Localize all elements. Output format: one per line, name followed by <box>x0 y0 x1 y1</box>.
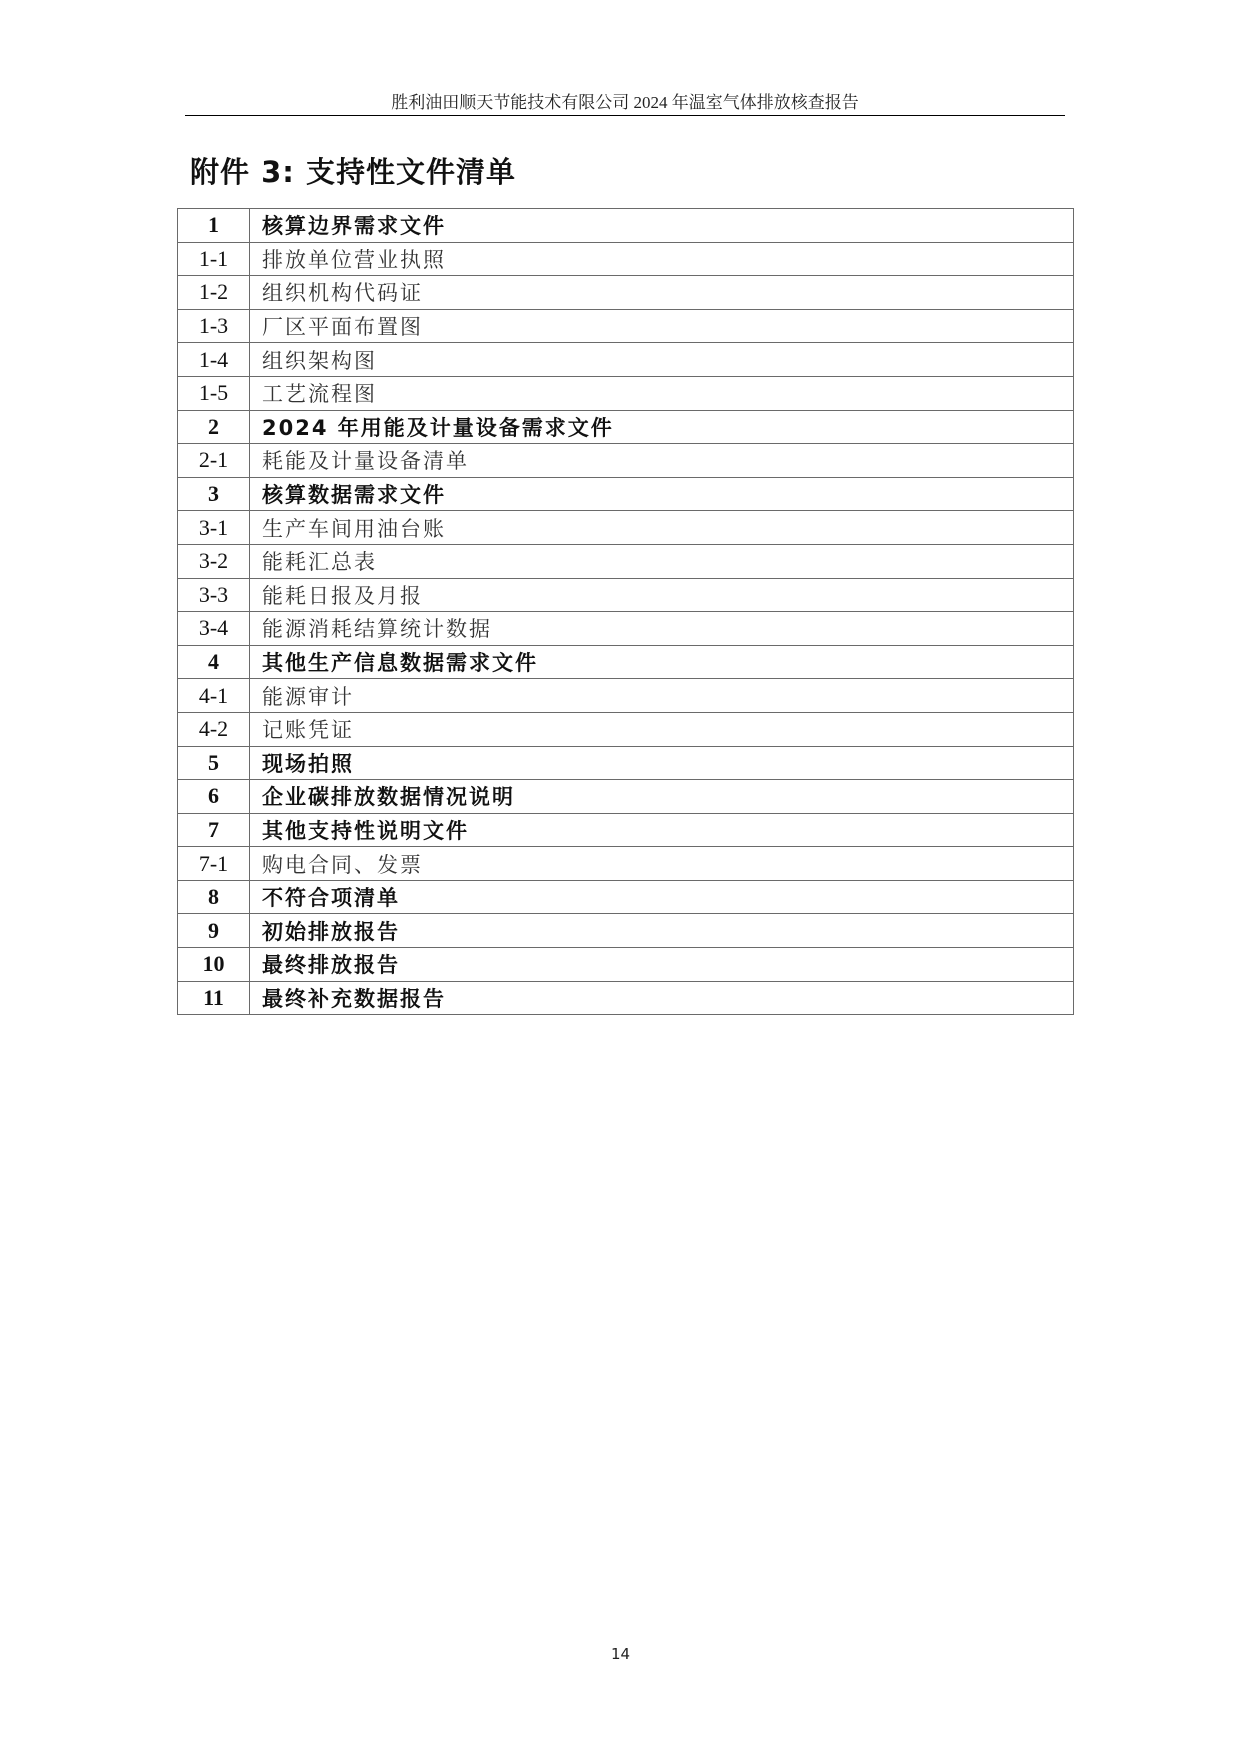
row-number: 3-4 <box>178 612 250 646</box>
row-document-name: 初始排放报告 <box>250 914 1074 948</box>
row-number: 1-5 <box>178 376 250 410</box>
row-document-name: 生产车间用油台账 <box>250 511 1074 545</box>
header-divider <box>185 115 1065 116</box>
row-number: 2 <box>178 410 250 444</box>
row-document-name: 组织架构图 <box>250 343 1074 377</box>
row-number: 3-2 <box>178 544 250 578</box>
table-row <box>178 209 1074 243</box>
table-row <box>178 746 1074 780</box>
row-document-name: 企业碳排放数据情况说明 <box>250 780 1074 814</box>
row-document-name: 核算边界需求文件 <box>250 209 1074 243</box>
row-number: 4-2 <box>178 712 250 746</box>
page-number: 14 <box>610 1645 631 1663</box>
attachment-title: 附件 3: 支持性文件清单 <box>190 155 516 189</box>
row-document-name: 能耗汇总表 <box>250 544 1074 578</box>
table-row <box>178 880 1074 914</box>
table-row <box>178 712 1074 746</box>
table-row <box>178 847 1074 881</box>
row-number: 1-2 <box>178 276 250 310</box>
row-number: 7 <box>178 813 250 847</box>
row-document-name: 工艺流程图 <box>250 376 1074 410</box>
row-document-name: 其他支持性说明文件 <box>250 813 1074 847</box>
row-number: 5 <box>178 746 250 780</box>
row-document-name: 排放单位营业执照 <box>250 242 1074 276</box>
row-document-name: 能耗日报及月报 <box>250 578 1074 612</box>
table-row <box>178 544 1074 578</box>
table-row <box>178 780 1074 814</box>
row-document-name: 最终补充数据报告 <box>250 981 1074 1015</box>
row-number: 1 <box>178 209 250 243</box>
row-document-name: 能源消耗结算统计数据 <box>250 612 1074 646</box>
row-document-name: 现场拍照 <box>250 746 1074 780</box>
row-number: 2-1 <box>178 444 250 478</box>
table-row <box>178 813 1074 847</box>
row-document-name: 耗能及计量设备清单 <box>250 444 1074 478</box>
table-row <box>178 444 1074 478</box>
row-document-name: 2024 年用能及计量设备需求文件 <box>250 410 1074 444</box>
table-row <box>178 645 1074 679</box>
row-document-name: 能源审计 <box>250 679 1074 713</box>
row-number: 6 <box>178 780 250 814</box>
table-row <box>178 948 1074 982</box>
row-number: 1-1 <box>178 242 250 276</box>
row-document-name: 最终排放报告 <box>250 948 1074 982</box>
table-row <box>178 376 1074 410</box>
table-row <box>178 477 1074 511</box>
row-document-name: 厂区平面布置图 <box>250 309 1074 343</box>
table-row <box>178 981 1074 1015</box>
row-number: 4-1 <box>178 679 250 713</box>
table-row <box>178 276 1074 310</box>
running-header: 胜利油田顺天节能技术有限公司 2024 年温室气体排放核查报告 <box>391 93 859 112</box>
table-row <box>178 679 1074 713</box>
row-number: 1-3 <box>178 309 250 343</box>
row-number: 9 <box>178 914 250 948</box>
row-number: 4 <box>178 645 250 679</box>
row-number: 7-1 <box>178 847 250 881</box>
table-row <box>178 914 1074 948</box>
row-number: 1-4 <box>178 343 250 377</box>
table-row <box>178 612 1074 646</box>
table-row <box>178 511 1074 545</box>
table-row <box>178 242 1074 276</box>
table-row <box>178 578 1074 612</box>
row-document-name: 核算数据需求文件 <box>250 477 1074 511</box>
row-document-name: 组织机构代码证 <box>250 276 1074 310</box>
row-number: 10 <box>178 948 250 982</box>
row-document-name: 不符合项清单 <box>250 880 1074 914</box>
row-document-name: 记账凭证 <box>250 712 1074 746</box>
table-body <box>178 209 1074 1015</box>
supporting-documents-table <box>177 208 1074 1015</box>
row-number: 3-1 <box>178 511 250 545</box>
row-document-name: 其他生产信息数据需求文件 <box>250 645 1074 679</box>
row-number: 3-3 <box>178 578 250 612</box>
table-row <box>178 309 1074 343</box>
row-document-name: 购电合同、发票 <box>250 847 1074 881</box>
row-number: 8 <box>178 880 250 914</box>
row-number: 3 <box>178 477 250 511</box>
row-number: 11 <box>178 981 250 1015</box>
table-row <box>178 343 1074 377</box>
table-row <box>178 410 1074 444</box>
